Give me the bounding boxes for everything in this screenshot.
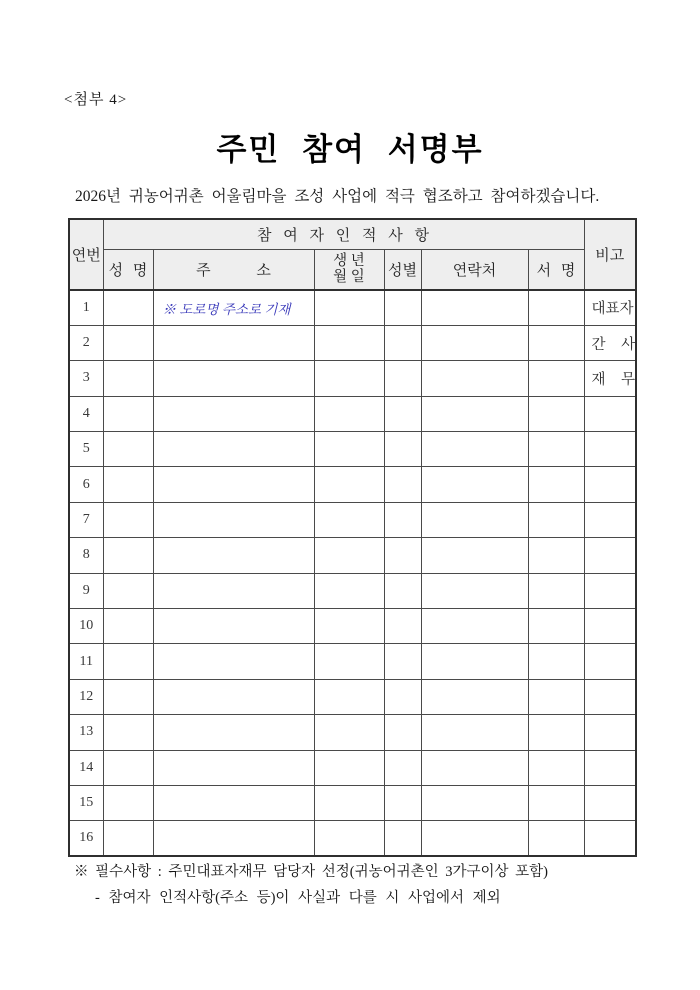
remark-cell [584,467,636,502]
signature-cell [528,502,584,537]
table-row [69,538,636,573]
table-row [69,609,636,644]
column-header-remark: 비고 [584,219,636,290]
serial-cell: 5 [69,432,103,467]
birthdate-cell [314,396,384,431]
signature-cell [528,785,584,820]
name-cell [103,538,153,573]
birthdate-cell [314,785,384,820]
name-cell [103,361,153,396]
gender-cell [384,679,421,714]
required-note: ※ 필수사항 : 주민대표자재무 담당자 선정(귀농어귀촌인 3가구이상 포함) [74,864,549,880]
gender-cell [384,325,421,360]
address-cell [153,609,314,644]
signature-cell [528,715,584,750]
gender-cell [384,573,421,608]
birthdate-cell [314,573,384,608]
column-header-signature: 서 명 [528,249,584,290]
signature-cell [528,467,584,502]
serial-cell: 14 [69,750,103,785]
address-cell [153,715,314,750]
signature-cell [528,538,584,573]
table-header [69,219,636,290]
address-cell [153,750,314,785]
birthdate-cell [314,644,384,679]
address-cell [153,821,314,856]
signature-cell [528,573,584,608]
table-row [69,821,636,856]
contact-cell [421,361,528,396]
signature-cell [528,821,584,856]
name-cell [103,644,153,679]
address-cell: ※ 도로명 주소로 기재 [153,290,314,325]
birthdate-cell [314,467,384,502]
address-cell [153,432,314,467]
remark-cell: 대표자 [584,290,636,325]
serial-cell: 12 [69,679,103,714]
birthdate-cell [314,821,384,856]
name-cell [103,325,153,360]
column-header-contact: 연락처 [421,249,528,290]
remark-cell [584,644,636,679]
serial-cell: 8 [69,538,103,573]
remark-cell: 간 사 [584,325,636,360]
address-cell [153,325,314,360]
signature-table [68,218,637,857]
birthdate-cell [314,679,384,714]
name-cell [103,750,153,785]
table-row [69,361,636,396]
column-header-name: 성 명 [103,249,153,290]
name-cell [103,290,153,325]
serial-cell: 6 [69,467,103,502]
table-row [69,715,636,750]
signature-cell [528,361,584,396]
gender-cell [384,644,421,679]
remark-cell [584,679,636,714]
remark-cell [584,609,636,644]
gender-cell [384,750,421,785]
column-header-address: 주 소 [153,249,314,290]
contact-cell [421,821,528,856]
name-cell [103,396,153,431]
remark-cell [584,573,636,608]
contact-cell [421,715,528,750]
remark-cell [584,538,636,573]
table-row [69,502,636,537]
name-cell [103,821,153,856]
serial-cell: 4 [69,396,103,431]
gender-cell [384,538,421,573]
table-row [69,396,636,431]
signature-cell [528,644,584,679]
name-cell [103,785,153,820]
serial-cell: 1 [69,290,103,325]
gender-cell [384,290,421,325]
name-cell [103,467,153,502]
birthdate-cell [314,715,384,750]
gender-cell [384,821,421,856]
gender-cell [384,432,421,467]
name-cell [103,573,153,608]
address-cell [153,467,314,502]
name-cell [103,715,153,750]
address-cell [153,573,314,608]
birthdate-cell [314,502,384,537]
column-group-participant-info: 참 여 자 인 적 사 항 [103,219,584,249]
signature-cell [528,325,584,360]
name-cell [103,679,153,714]
birthdate-cell [314,325,384,360]
exclusion-note: - 참여자 인적사항(주소 등)이 사실과 다를 시 사업에서 제외 [95,890,501,906]
name-cell [103,609,153,644]
serial-cell: 13 [69,715,103,750]
remark-cell [584,785,636,820]
birthdate-cell [314,750,384,785]
address-cell [153,785,314,820]
birthdate-cell [314,361,384,396]
table-body [69,290,636,856]
signature-cell [528,750,584,785]
contact-cell [421,502,528,537]
address-cell [153,396,314,431]
contact-cell [421,573,528,608]
column-header-gender: 성별 [384,249,421,290]
remark-cell: 재 무 [584,361,636,396]
serial-cell: 10 [69,609,103,644]
column-header-serial: 연번 [69,219,103,290]
gender-cell [384,785,421,820]
address-cell [153,538,314,573]
gender-cell [384,502,421,537]
address-cell [153,361,314,396]
contact-cell [421,644,528,679]
remark-cell [584,750,636,785]
serial-cell: 16 [69,821,103,856]
table-row [69,467,636,502]
remark-cell [584,396,636,431]
remark-cell [584,432,636,467]
name-cell [103,502,153,537]
column-header-birthdate: 생 년 월 일 [314,249,384,290]
address-cell [153,644,314,679]
gender-cell [384,361,421,396]
table-row [69,325,636,360]
contact-cell [421,609,528,644]
contact-cell [421,432,528,467]
contact-cell [421,467,528,502]
footer-notes [74,860,548,907]
serial-cell: 7 [69,502,103,537]
remark-cell [584,715,636,750]
name-cell [103,432,153,467]
signature-cell [528,679,584,714]
serial-cell: 2 [69,325,103,360]
serial-cell: 15 [69,785,103,820]
signature-cell [528,432,584,467]
contact-cell [421,679,528,714]
serial-cell: 11 [69,644,103,679]
contact-cell [421,290,528,325]
address-cell [153,679,314,714]
birthdate-cell [314,290,384,325]
remark-cell [584,502,636,537]
signature-cell [528,290,584,325]
page-title: 주민 참여 서명부 [216,132,484,167]
table-row [69,785,636,820]
attachment-label: <첨부 4> [64,92,128,108]
contact-cell [421,538,528,573]
table-row [69,644,636,679]
signature-cell [528,396,584,431]
gender-cell [384,715,421,750]
address-cell [153,502,314,537]
pledge-statement: 2026년 귀농어귀촌 어울림마을 조성 사업에 적극 협조하고 참여하겠습니다. [75,188,600,205]
birthdate-cell [314,609,384,644]
remark-cell [584,821,636,856]
table-row [69,679,636,714]
contact-cell [421,750,528,785]
gender-cell [384,396,421,431]
gender-cell [384,467,421,502]
birthdate-cell [314,538,384,573]
serial-cell: 3 [69,361,103,396]
table-row [69,432,636,467]
gender-cell [384,609,421,644]
contact-cell [421,785,528,820]
contact-cell [421,396,528,431]
signature-cell [528,609,584,644]
table-row [69,750,636,785]
birthdate-cell [314,432,384,467]
serial-cell: 9 [69,573,103,608]
contact-cell [421,325,528,360]
table-row [69,290,636,325]
table-row [69,573,636,608]
